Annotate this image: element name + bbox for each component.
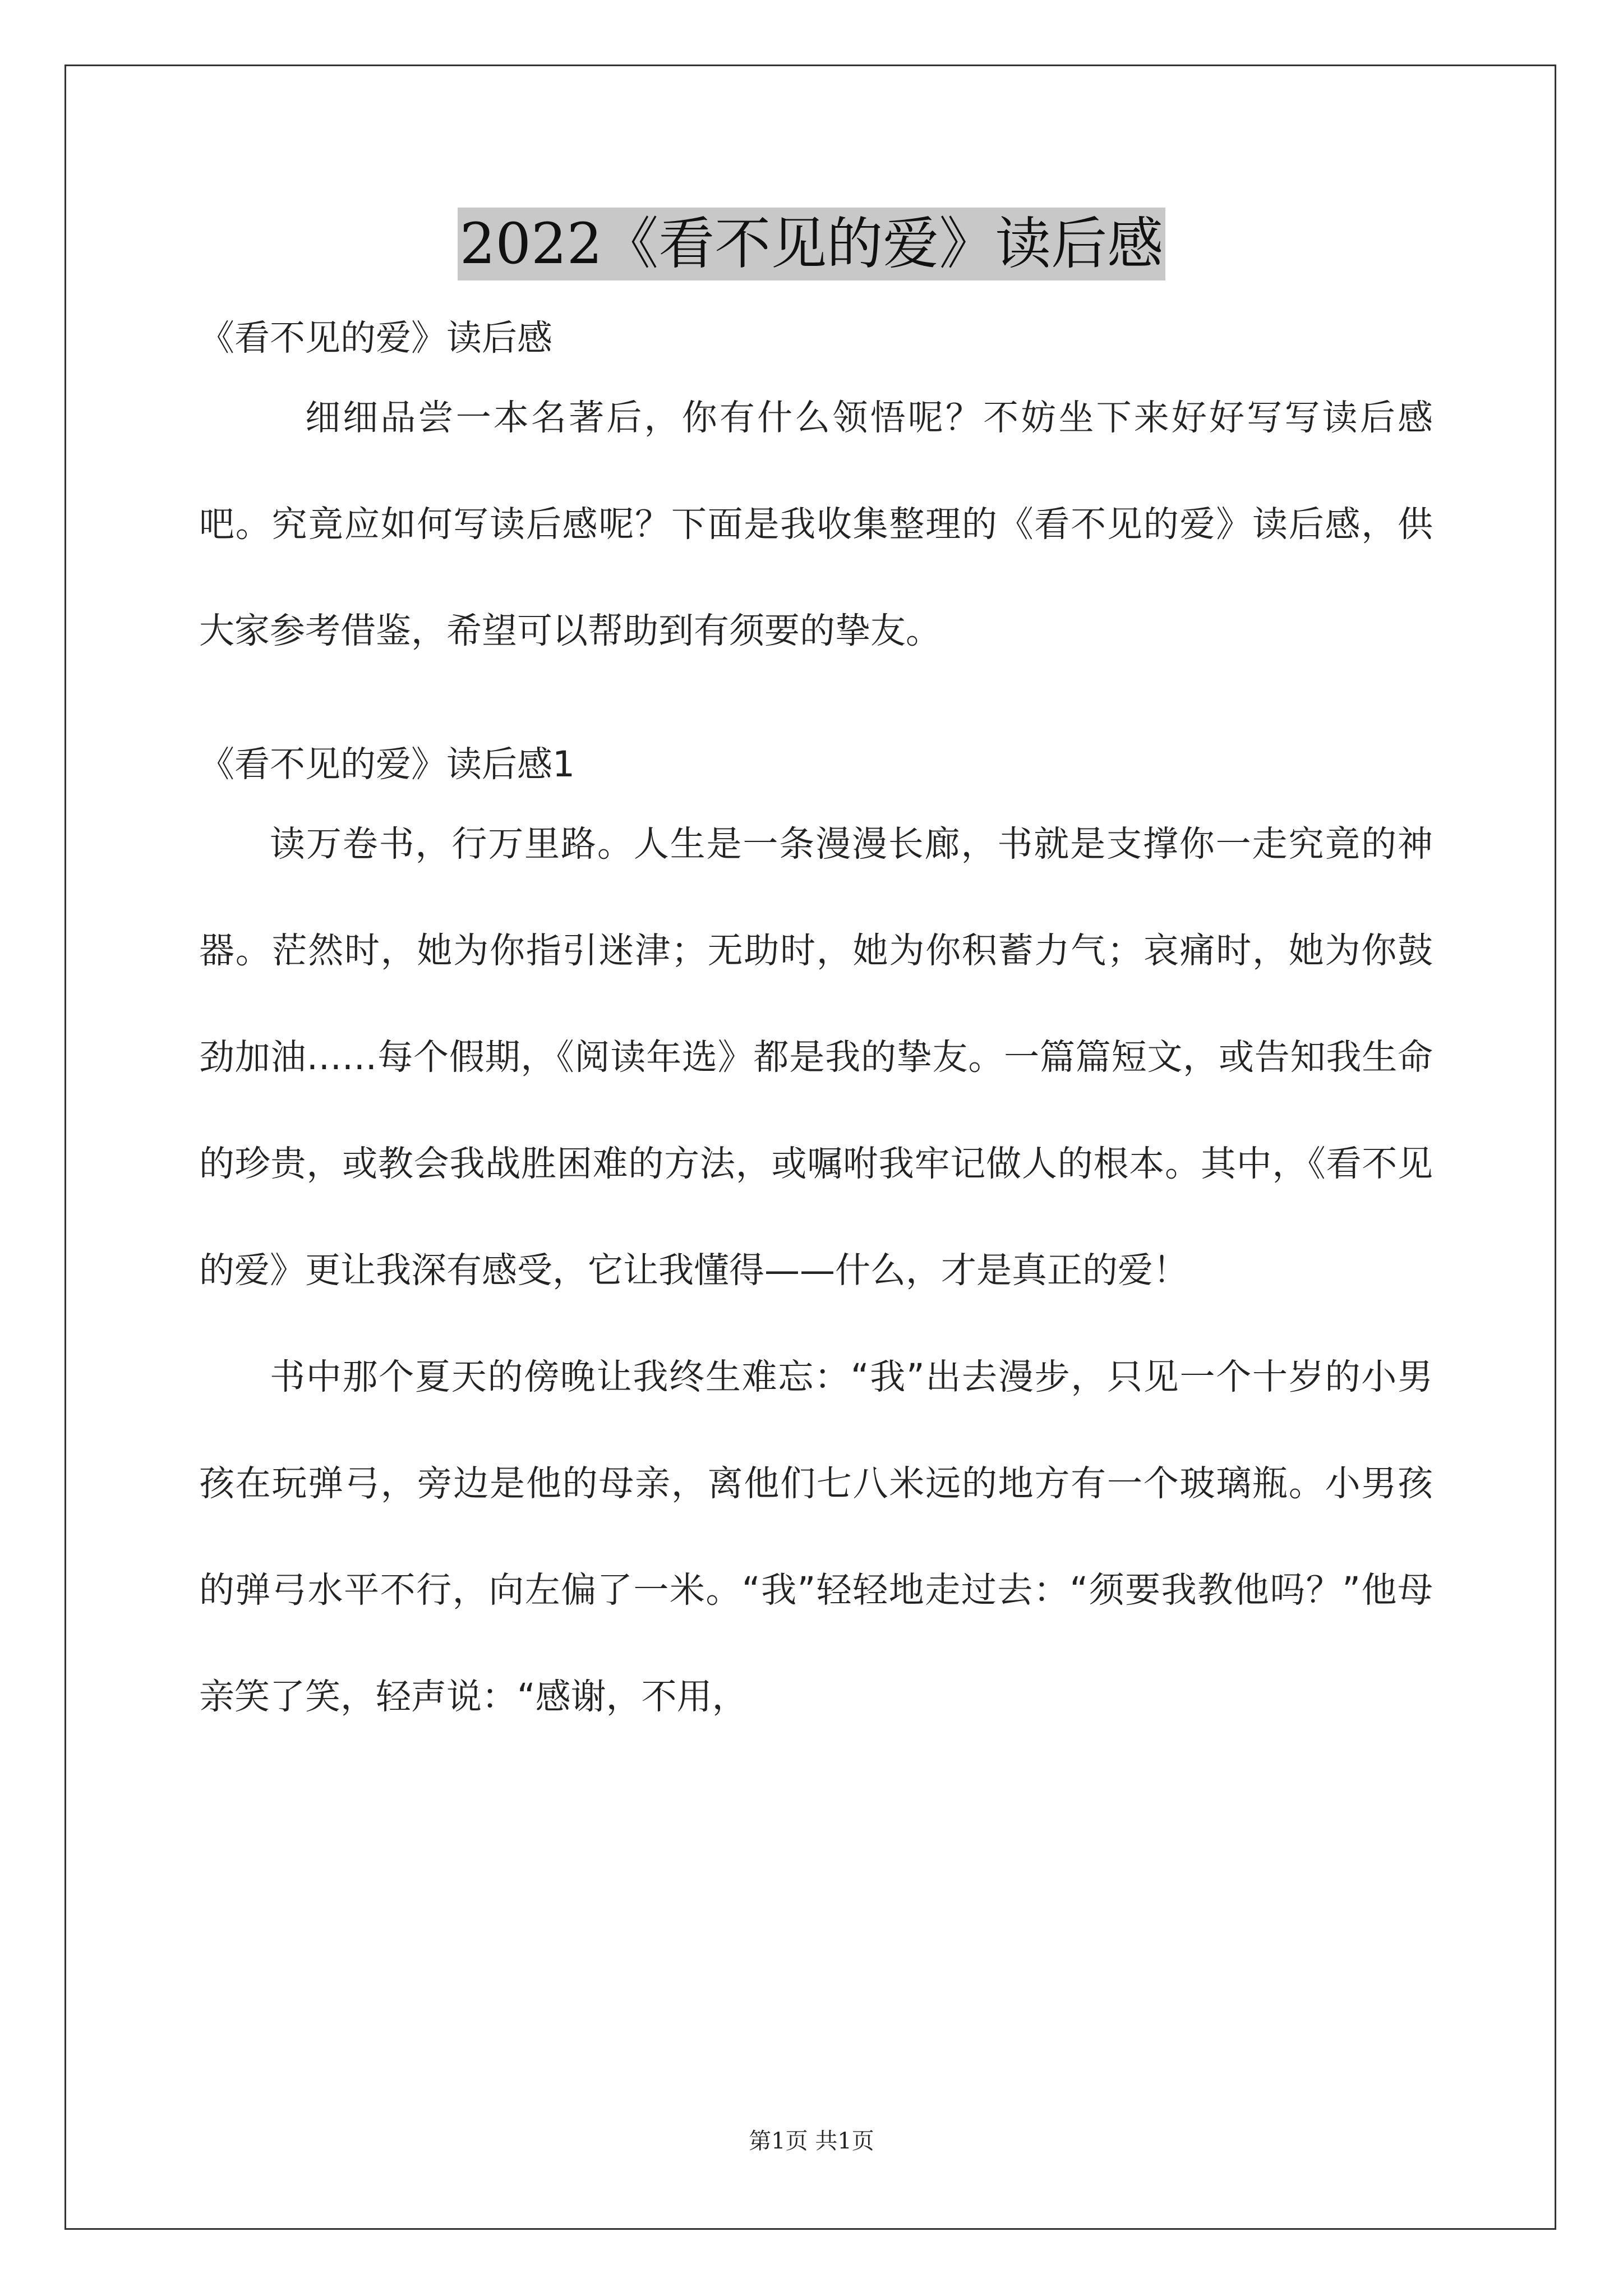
section-heading: 《看不见的爱》读后感1 <box>199 744 575 785</box>
document-body <box>199 311 1433 1750</box>
body-paragraph-2: 书中那个夏天的傍晚让我终生难忘：“我”出去漫步，只见一个十岁的小男孩在玩弹弓，旁边是他的母亲，离他们七八米远的地方有一个玻璃瓶。小男孩的弹弓水平不行，向左偏了一米。“我”轻轻地走过去：“须要我教他吗？”他母亲笑了笑，轻声说：“感谢，不用， <box>199 1356 1433 1717</box>
document-subtitle: 《看不见的爱》读后感 <box>199 318 552 358</box>
page-number: 第1页 共1页 <box>749 2128 874 2154</box>
title-container <box>0 208 1623 280</box>
body-paragraph-1: 读万卷书，行万里路。人生是一条漫漫长廊，书就是支撑你一走究竟的神器。茫然时，她为你指引迷津；无助时，她为你积蓄力气；哀痛时，她为你鼓劲加油……每个假期，《阅读年选》都是我的挚友。一篇篇短文，或告知我生命的珍贵，或教会我战胜困难的方法，或嘱咐我牢记做人的根本。其中，《看不见的爱》更让我深有感受，它让我懂得——什么，才是真正的爱！ <box>199 823 1433 1291</box>
document-title: 2022《看不见的爱》读后感 <box>458 208 1166 280</box>
section-spacer <box>199 684 1433 738</box>
intro-paragraph: 细细品尝一本名著后，你有什么领悟呢？不妨坐下来好好写写读后感吧。究竟应如何写读后感呢？下面是我收集整理的《看不见的爱》读后感，供大家参考借鉴，希望可以帮助到有须要的挚友。 <box>199 397 1433 651</box>
